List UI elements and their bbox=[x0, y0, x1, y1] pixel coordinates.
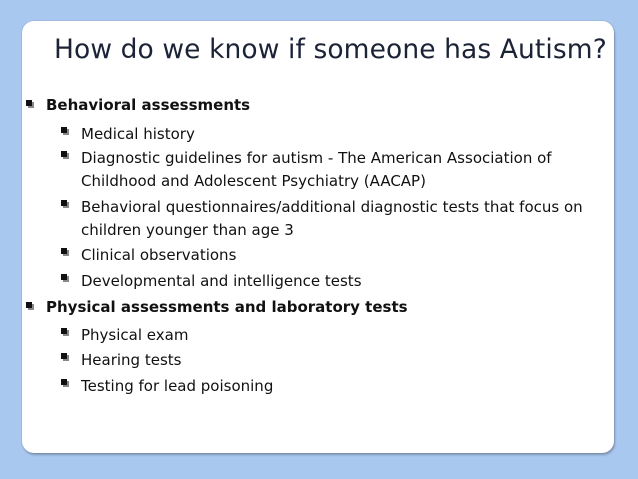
bullet-physical-assessments bbox=[46, 296, 408, 319]
bullet-hearing-tests bbox=[81, 349, 181, 372]
bullet-text-line: Behavioral questionnaires/additional diagnostic tests that focus on bbox=[81, 198, 583, 216]
slide-title: How do we know if someone has Autism? bbox=[54, 34, 607, 65]
bullet-text-line: children younger than age 3 bbox=[81, 220, 294, 239]
bullet-physical-exam bbox=[81, 324, 188, 347]
square-bullet-icon bbox=[61, 200, 67, 206]
bullet-medical-history bbox=[81, 123, 195, 146]
bullet-behavioral-questionnaires bbox=[81, 196, 583, 241]
bullet-diagnostic-guidelines bbox=[81, 147, 552, 192]
bullet-text: Physical exam bbox=[81, 326, 189, 344]
square-bullet-icon bbox=[61, 379, 67, 385]
bullet-developmental-tests bbox=[81, 270, 362, 293]
square-bullet-icon bbox=[61, 274, 67, 280]
square-bullet-icon bbox=[26, 302, 32, 308]
bullet-text: Hearing tests bbox=[81, 351, 182, 369]
bullet-text: Behavioral assessments bbox=[46, 96, 251, 114]
bullet-text: Developmental and intelligence tests bbox=[81, 272, 362, 290]
square-bullet-icon bbox=[61, 328, 67, 334]
bullet-text-line: Childhood and Adolescent Psychiatry (AACAP) bbox=[81, 171, 426, 190]
square-bullet-icon bbox=[61, 151, 67, 157]
bullet-text: Medical history bbox=[81, 125, 195, 143]
bullet-text: Testing for lead poisoning bbox=[81, 377, 274, 395]
bullet-text: Physical assessments and laboratory tests bbox=[46, 298, 408, 316]
bullet-text: Clinical observations bbox=[81, 246, 237, 264]
square-bullet-icon bbox=[61, 353, 67, 359]
bullet-lead-poisoning bbox=[81, 375, 273, 398]
square-bullet-icon bbox=[26, 100, 32, 106]
bullet-clinical-observations bbox=[81, 244, 236, 267]
bullet-behavioral-assessments bbox=[46, 94, 250, 117]
bullet-text-line: Diagnostic guidelines for autism - The American Association of bbox=[81, 149, 552, 167]
square-bullet-icon bbox=[61, 127, 67, 133]
square-bullet-icon bbox=[61, 248, 67, 254]
